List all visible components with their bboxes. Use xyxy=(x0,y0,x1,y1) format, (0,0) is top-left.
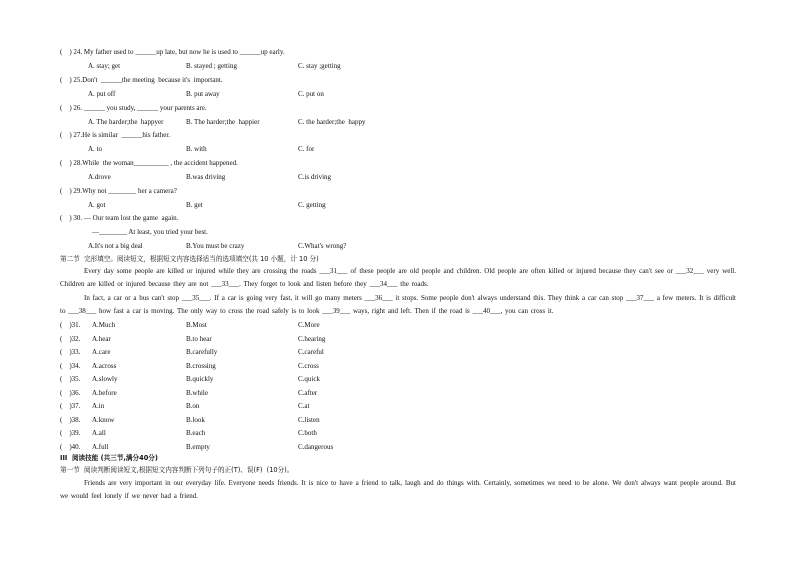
question-38-option-c: C.listen xyxy=(298,416,320,424)
question-39-option-b: B.each xyxy=(186,429,206,437)
question-40-option-a: A.full xyxy=(92,443,109,451)
question-36-option-a: A.before xyxy=(92,389,117,397)
question-24-stem: ( ) 24. My father used to ______up late, but now he is used to ______up early. xyxy=(60,48,285,56)
question-25-option-c: C. put on xyxy=(298,90,324,98)
question-37-number: ( )37. xyxy=(60,402,81,410)
question-31-number: ( )31. xyxy=(60,321,81,329)
question-34-option-a: A.across xyxy=(92,362,117,370)
question-31-option-b: B.Most xyxy=(186,321,207,329)
cloze-paragraph-1: Every day some people are killed or injured while they are crossing the roads ___31___ of these people are old people and children. Old people are often killed or injured because they can't see or ___32___ very well. Children are killed or injured because they are not ___33___. They forget to look and listen before they ___34___ the roads. xyxy=(60,267,736,289)
question-28-option-b: B.was driving xyxy=(186,173,226,181)
question-34-option-c: C.cross xyxy=(298,362,319,370)
question-30-stem: ( ) 30. — Our team lost the game again. xyxy=(60,214,179,222)
question-30-option-a: A.It's not a big deal xyxy=(88,242,143,250)
question-32-option-a: A.hear xyxy=(92,335,111,343)
cloze-paragraph-2: In fact, a car or a bus can't stop ___35___. If a car is going very fast, it will go many meters ___36___ it stops. Some people don't always understand this. They think a car can stop ___37___ a few meters. It is difficult to ___38___ how fast a car is moving. The only way to cross the road safely is to look ___39___ ways, right and left. Then if the road is ___40___, you can cross it. xyxy=(60,294,736,316)
question-35-option-c: C.quick xyxy=(298,375,320,383)
question-29-stem: ( ) 29.Why not ________ her a camera? xyxy=(60,187,177,195)
question-24-option-b: B. stayed ; getting xyxy=(186,62,237,70)
question-29-option-c: C. getting xyxy=(298,201,326,209)
question-36-number: ( )36. xyxy=(60,389,81,397)
question-32-option-c: C.hearing xyxy=(298,335,326,343)
question-37-option-c: C.at xyxy=(298,402,310,410)
question-39-option-a: A.all xyxy=(92,429,106,437)
question-25-option-a: A. put off xyxy=(88,90,116,98)
question-35-option-b: B.quickly xyxy=(186,375,214,383)
reading-paragraph-1: Friends are very important in our everyday life. Everyone needs friends. It is nice to have a friend to talk, laugh and do things with. Certainly, sometimes we need to be alone. We don't always want people around. But we would feel lonely if we never had a friend. xyxy=(60,479,736,501)
question-29-option-b: B. get xyxy=(186,201,203,209)
question-33-number: ( )33. xyxy=(60,348,81,356)
question-24-option-c: C. stay ;getting xyxy=(298,62,341,70)
question-35-option-a: A.slowly xyxy=(92,375,118,383)
section-2-heading: 第二节 完形填空。阅读短文，根据短文内容选择适当的选项填空(共 10 小题，计 10 分) xyxy=(60,255,319,263)
question-36-option-b: B.while xyxy=(186,389,208,397)
section-1-heading: 第一节 阅读判断阅读短文,根据短文内容判断下列句子的正(T)、误(F) (10分)。 xyxy=(60,466,294,474)
question-28-stem: ( ) 28.While the woman__________ , the accident happened. xyxy=(60,159,238,167)
question-37-option-b: B.on xyxy=(186,402,200,410)
question-33-option-b: B.carefully xyxy=(186,348,218,356)
question-33-option-a: A.care xyxy=(92,348,111,356)
question-40-option-b: B.empty xyxy=(186,443,210,451)
question-33-option-c: C.careful xyxy=(298,348,324,356)
question-30-option-c: C.What's wrong? xyxy=(298,242,347,250)
question-27-option-c: C. for xyxy=(298,145,315,153)
question-28-option-a: A.drove xyxy=(88,173,111,181)
question-26-stem: ( ) 26. ______ you study, ______ your parents are. xyxy=(60,104,207,112)
question-31-option-a: A.Much xyxy=(92,321,116,329)
question-38-option-b: B.look xyxy=(186,416,205,424)
question-28-option-c: C.is driving xyxy=(298,173,332,181)
question-29-option-a: A. got xyxy=(88,201,106,209)
question-26-option-b: B. The harder;the happier xyxy=(186,118,260,126)
question-26-option-a: A. The harder;the happyer xyxy=(88,118,164,126)
question-32-number: ( )32. xyxy=(60,335,81,343)
question-25-stem: ( ) 25.Don't ______the meeting because it's important. xyxy=(60,76,223,84)
question-34-option-b: B.crossing xyxy=(186,362,216,370)
question-27-option-a: A. to xyxy=(88,145,102,153)
question-30-option-b: B.You must be crazy xyxy=(186,242,245,250)
question-27-stem: ( ) 27.He is similar ______his father. xyxy=(60,131,171,139)
question-24-option-a: A. stay; get xyxy=(88,62,121,70)
question-34-number: ( )34. xyxy=(60,362,81,370)
question-31-option-c: C.More xyxy=(298,321,320,329)
question-27-option-b: B. with xyxy=(186,145,207,153)
question-40-number: ( )40. xyxy=(60,443,81,451)
part-3-heading: III 阅读技能 (共三节,满分40分) xyxy=(60,454,158,462)
question-37-option-a: A.in xyxy=(92,402,105,410)
question-35-number: ( )35. xyxy=(60,375,81,383)
question-25-option-b: B. put away xyxy=(186,90,220,98)
question-32-option-b: B.to hear xyxy=(186,335,212,343)
question-40-option-c: C.dangerous xyxy=(298,443,334,451)
question-30-stem-reply: —________ At least, you tried your best. xyxy=(92,228,208,236)
question-39-number: ( )39. xyxy=(60,429,81,437)
question-36-option-c: C.after xyxy=(298,389,318,397)
question-38-option-a: A.know xyxy=(92,416,115,424)
question-39-option-c: C.both xyxy=(298,429,317,437)
question-26-option-c: C. the harder;the happy xyxy=(298,118,366,126)
question-38-number: ( )38. xyxy=(60,416,81,424)
